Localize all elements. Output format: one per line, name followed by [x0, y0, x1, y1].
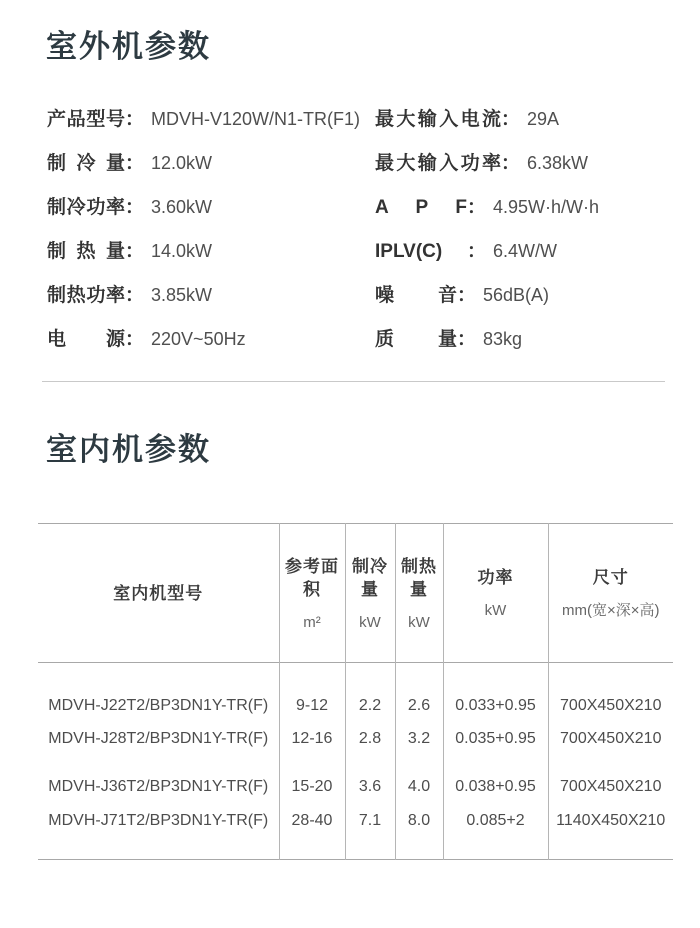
spec-row-cooling-capacity [47, 139, 673, 183]
cell-heating: 2.6 [395, 663, 443, 716]
weight-label: 质 量 [375, 328, 457, 350]
header-power: 功率 kW [443, 524, 548, 663]
cell-dimensions: 700X450X210 [548, 763, 673, 811]
cell-area: 28-40 [279, 811, 345, 859]
cell-area: 15-20 [279, 763, 345, 811]
indoor-unit-table [38, 523, 673, 860]
spec-row-power-supply [47, 315, 673, 359]
outdoor-spec-list [38, 95, 673, 359]
cell-cooling: 2.8 [345, 715, 395, 763]
table-row [38, 715, 673, 763]
apf-label: A P F [375, 196, 467, 218]
header-cooling-capacity: 制冷量 kW [345, 524, 395, 663]
colon: ： [125, 108, 145, 130]
iplv-value: 6.4W/W [493, 240, 558, 261]
spec-row-model-current [47, 95, 673, 139]
max-input-power-value: 6.38kW [527, 152, 589, 173]
header-reference-area: 参考面积 m² [279, 524, 345, 663]
heating-capacity-value: 14.0kW [151, 240, 213, 261]
colon: ： [457, 328, 477, 350]
cell-power: 0.035+0.95 [443, 715, 548, 763]
colon: ： [125, 328, 145, 350]
outdoor-section-title: 室外机参数 [46, 29, 211, 64]
header-heating-capacity: 制热量 kW [395, 524, 443, 663]
cell-dimensions: 700X450X210 [548, 715, 673, 763]
heating-capacity-label: 制 热 量 [47, 240, 125, 262]
spec-row-cooling-power [47, 183, 673, 227]
header-dimensions: 尺寸 mm(宽×深×高) [548, 524, 673, 663]
section-divider [42, 381, 665, 382]
weight-value: 83kg [483, 328, 523, 349]
outdoor-unit-section [38, 0, 673, 359]
iplv-label: IPLV(C) [375, 240, 443, 262]
table-row [38, 763, 673, 811]
colon: ： [501, 152, 521, 174]
cell-heating: 8.0 [395, 811, 443, 859]
indoor-section-title: 室内机参数 [46, 432, 211, 467]
max-input-current-value: 29A [527, 108, 560, 129]
cell-area: 12-16 [279, 715, 345, 763]
cell-cooling: 2.2 [345, 663, 395, 716]
table-header [38, 524, 673, 663]
apf-value: 4.95W·h/W·h [493, 196, 600, 217]
colon: ： [501, 108, 521, 130]
colon: ： [457, 284, 477, 306]
max-input-power-label: 最大输入功率 [375, 152, 501, 174]
colon: ： [125, 152, 145, 174]
cell-model: MDVH-J36T2/BP3DN1Y-TR(F) [48, 778, 269, 795]
cell-heating: 3.2 [395, 715, 443, 763]
cell-heating: 4.0 [395, 763, 443, 811]
cell-dimensions: 700X450X210 [548, 663, 673, 716]
table-row [38, 811, 673, 859]
cell-cooling: 3.6 [345, 763, 395, 811]
indoor-unit-section [38, 431, 673, 860]
table-row [38, 663, 673, 716]
cell-power: 0.085+2 [443, 811, 548, 859]
colon: ： [125, 284, 145, 306]
colon: ： [125, 196, 145, 218]
product-model-value: MDVH-V120W/N1-TR(F1) [151, 108, 361, 129]
heating-power-value: 3.85kW [151, 284, 213, 305]
cell-model: MDVH-J71T2/BP3DN1Y-TR(F) [48, 811, 269, 829]
header-model: 室内机型号 [113, 583, 204, 603]
spec-row-heating-power [47, 271, 673, 315]
cooling-capacity-value: 12.0kW [151, 152, 213, 173]
cell-power: 0.033+0.95 [443, 663, 548, 716]
colon: ： [467, 240, 487, 262]
cooling-capacity-label: 制 冷 量 [47, 152, 125, 174]
power-supply-label: 电 源 [47, 328, 125, 350]
cooling-power-value: 3.60kW [151, 196, 213, 217]
power-supply-value: 220V~50Hz [151, 328, 246, 349]
cooling-power-label: 制冷功率 [47, 196, 125, 218]
product-model-label: 产品型号 [47, 108, 125, 130]
cell-model: MDVH-J22T2/BP3DN1Y-TR(F) [48, 697, 269, 714]
spec-row-heating-capacity [47, 227, 673, 271]
noise-label: 噪 音 [375, 284, 457, 306]
cell-model: MDVH-J28T2/BP3DN1Y-TR(F) [48, 730, 269, 747]
cell-area: 9-12 [279, 663, 345, 716]
colon: ： [467, 196, 487, 218]
heating-power-label: 制热功率 [47, 284, 125, 306]
max-input-current-label: 最大输入电流 [375, 108, 501, 130]
cell-dimensions: 1140X450X210 [548, 811, 673, 859]
noise-value: 56dB(A) [483, 284, 550, 305]
cell-cooling: 7.1 [345, 811, 395, 859]
cell-power: 0.038+0.95 [443, 763, 548, 811]
colon: ： [125, 240, 145, 262]
